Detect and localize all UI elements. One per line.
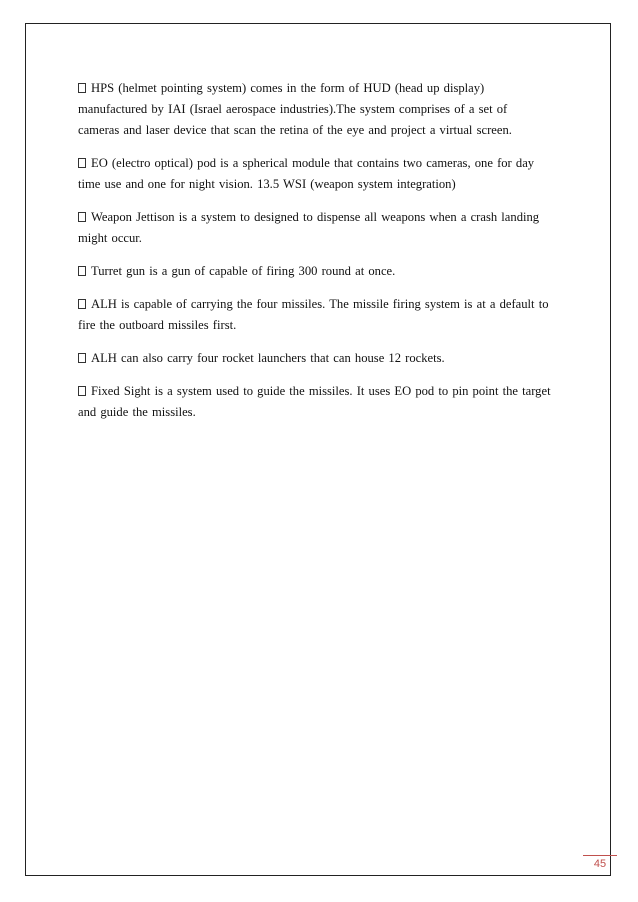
paragraph-rocket-launchers	[78, 348, 552, 369]
paragraph-text: EO (electro optical) pod is a spherical module that contains two cameras, one for day time use and one for night vision. 13.5 WSI (weapon system integration)	[78, 156, 535, 191]
document-body	[78, 78, 552, 435]
paragraph-missiles	[78, 294, 552, 336]
paragraph-eo-pod	[78, 153, 552, 195]
paragraph-text: ALH is capable of carrying the four missiles. The missile firing system is at a default to fire the outboard missiles first.	[78, 297, 549, 332]
missing-glyph-box-icon	[78, 299, 86, 309]
paragraph-text: ALH can also carry four rocket launchers that can house 12 rockets.	[91, 351, 445, 365]
paragraph-text: Turret gun is a gun of capable of firing 300 round at once.	[91, 264, 396, 278]
paragraph-fixed-sight	[78, 381, 552, 423]
missing-glyph-box-icon	[78, 212, 86, 222]
paragraph-text: HPS (helmet pointing system) comes in the form of HUD (head up display) manufactured by IAI (Israel aerospace industries).The system comprises of a set of cameras and laser device that scan the retina of the eye and project a virtual screen.	[78, 81, 512, 137]
missing-glyph-box-icon	[78, 83, 86, 93]
missing-glyph-box-icon	[78, 158, 86, 168]
missing-glyph-box-icon	[78, 386, 86, 396]
paragraph-text: Weapon Jettison is a system to designed to dispense all weapons when a crash landing might occur.	[78, 210, 540, 245]
paragraph-hps	[78, 78, 552, 141]
missing-glyph-box-icon	[78, 266, 86, 276]
paragraph-turret-gun	[78, 261, 552, 282]
paragraph-text: Fixed Sight is a system used to guide the missiles. It uses EO pod to pin point the target and guide the missiles.	[78, 384, 551, 419]
page-number-rule	[583, 855, 617, 856]
missing-glyph-box-icon	[78, 353, 86, 363]
page-number: 45	[593, 858, 607, 870]
paragraph-weapon-jettison	[78, 207, 552, 249]
